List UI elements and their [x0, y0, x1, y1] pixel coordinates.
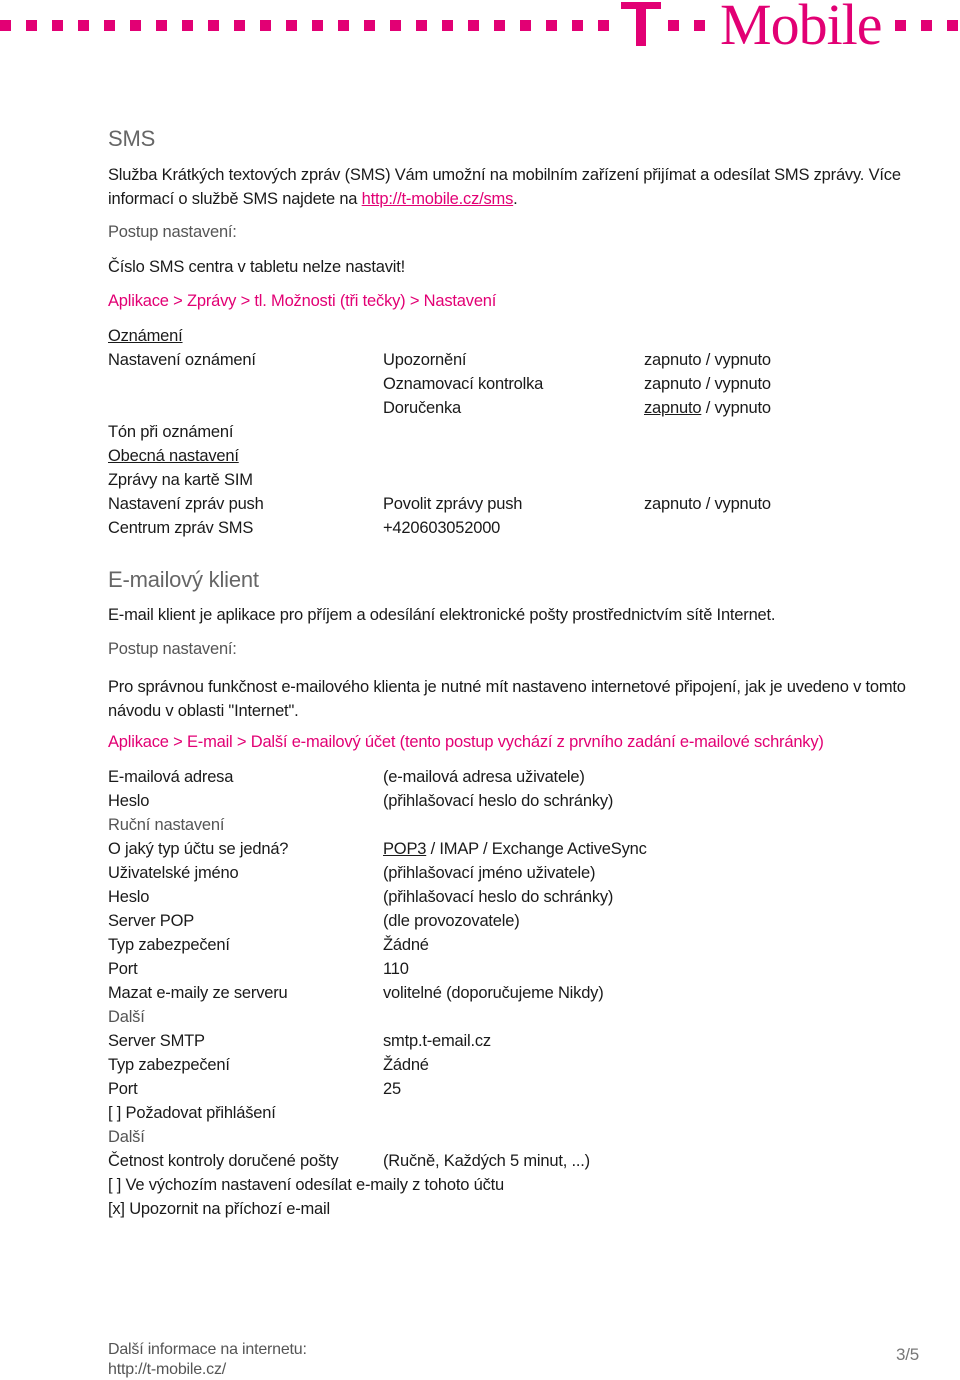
table-row	[108, 327, 918, 351]
email-path: Aplikace > E-mail > Další e-mailový účet (tento postup vychází z prvního zadání e-mailové schránky)	[108, 733, 824, 751]
table-row: Server POP (dle provozovatele)	[108, 912, 520, 930]
table-row: Zprávy na kartě SIM	[108, 471, 253, 489]
table-row: Nastavení oznámení Upozornění zapnuto / vypnuto	[108, 351, 771, 369]
sms-intro: Služba Krátkých textových zpráv (SMS) Vám umožní na mobilním zařízení přijímat a odesílat SMS zprávy. Více informací o službě SMS najdete na http://t-mobile.cz/sms.	[108, 166, 901, 208]
table-row: Heslo (přihlašovací heslo do schránky)	[108, 792, 614, 810]
table-row: Nastavení zpráv push Povolit zprávy push zapnuto / vypnuto	[108, 495, 771, 513]
footer-url[interactable]: http://t-mobile.cz/	[108, 1361, 227, 1378]
header-dots-right	[895, 20, 960, 31]
sms-note: Číslo SMS centra v tabletu nelze nastavit!	[108, 258, 405, 276]
brand-wordmark: Mobile	[720, 0, 882, 57]
table-row: Ruční nastavení	[108, 816, 225, 834]
email-note: Pro správnou funkčnost e-mailového klienta je nutné mít nastaveno internetové připojení, jak je uvedeno v tomto návodu v oblasti "Internet".	[108, 678, 906, 720]
email-title: E-mailový klient	[108, 567, 259, 592]
table-row: Doručenka zapnuto / vypnuto	[383, 399, 771, 417]
sms-title: SMS	[108, 126, 156, 151]
table-row: Uživatelské jméno (přihlašovací jméno uživatele)	[108, 864, 596, 882]
sms-path: Aplikace > Zprávy > tl. Možnosti (tři tečky) > Nastavení	[108, 292, 497, 310]
table-row: Oznamovací kontrolka zapnuto / vypnuto	[383, 375, 771, 393]
table-row: Další	[108, 1128, 145, 1146]
header	[0, 0, 960, 56]
header-dots-left	[0, 20, 624, 32]
email-postup-label: Postup nastavení:	[108, 640, 237, 658]
table-row: Typ zabezpečení Žádné	[108, 936, 429, 954]
table-row: Heslo (přihlašovací heslo do schránky)	[108, 888, 614, 906]
t-logo-icon	[621, 0, 661, 50]
sms-info-link[interactable]: http://t-mobile.cz/sms	[361, 190, 514, 208]
sms-postup-label: Postup nastavení:	[108, 223, 237, 241]
table-row: Další	[108, 1008, 145, 1026]
table-row: E-mailová adresa (e-mailová adresa uživatele)	[108, 768, 585, 786]
table-row: Server SMTP smtp.t-email.cz	[108, 1032, 491, 1050]
footer	[108, 1340, 307, 1380]
table-row: Port 25	[108, 1080, 401, 1098]
header-dots-mid	[668, 20, 720, 31]
table-row: Centrum zpráv SMS +420603052000	[108, 519, 501, 537]
table-row	[108, 447, 918, 471]
page-number: 3/5	[896, 1345, 920, 1364]
table-row: Mazat e-maily ze serveru volitelné (doporučujeme Nikdy)	[108, 984, 604, 1002]
section-label-oznameni: Oznámení	[108, 327, 183, 345]
table-row: [ ] Požadovat přihlášení	[108, 1104, 276, 1122]
table-row: Typ zabezpečení Žádné	[108, 1056, 429, 1074]
table-row: Port 110	[108, 960, 409, 978]
email-desc: E-mail klient je aplikace pro příjem a odesílání elektronické pošty prostřednictvím sítě Internet.	[108, 606, 776, 624]
table-row: [x] Upozornit na příchozí e-mail	[108, 1200, 330, 1218]
footer-label: Další informace na internetu:	[108, 1341, 307, 1358]
table-row: [ ] Ve výchozím nastavení odesílat e-maily z tohoto účtu	[108, 1176, 505, 1194]
table-row: Četnost kontroly doručené pošty (Ručně, Každých 5 minut, ...)	[108, 1152, 590, 1170]
table-row: Tón při oznámení	[108, 423, 234, 441]
section-label-obecna: Obecná nastavení	[108, 447, 239, 465]
table-row: O jaký typ účtu se jedná? POP3 / IMAP / Exchange ActiveSync	[108, 840, 647, 858]
